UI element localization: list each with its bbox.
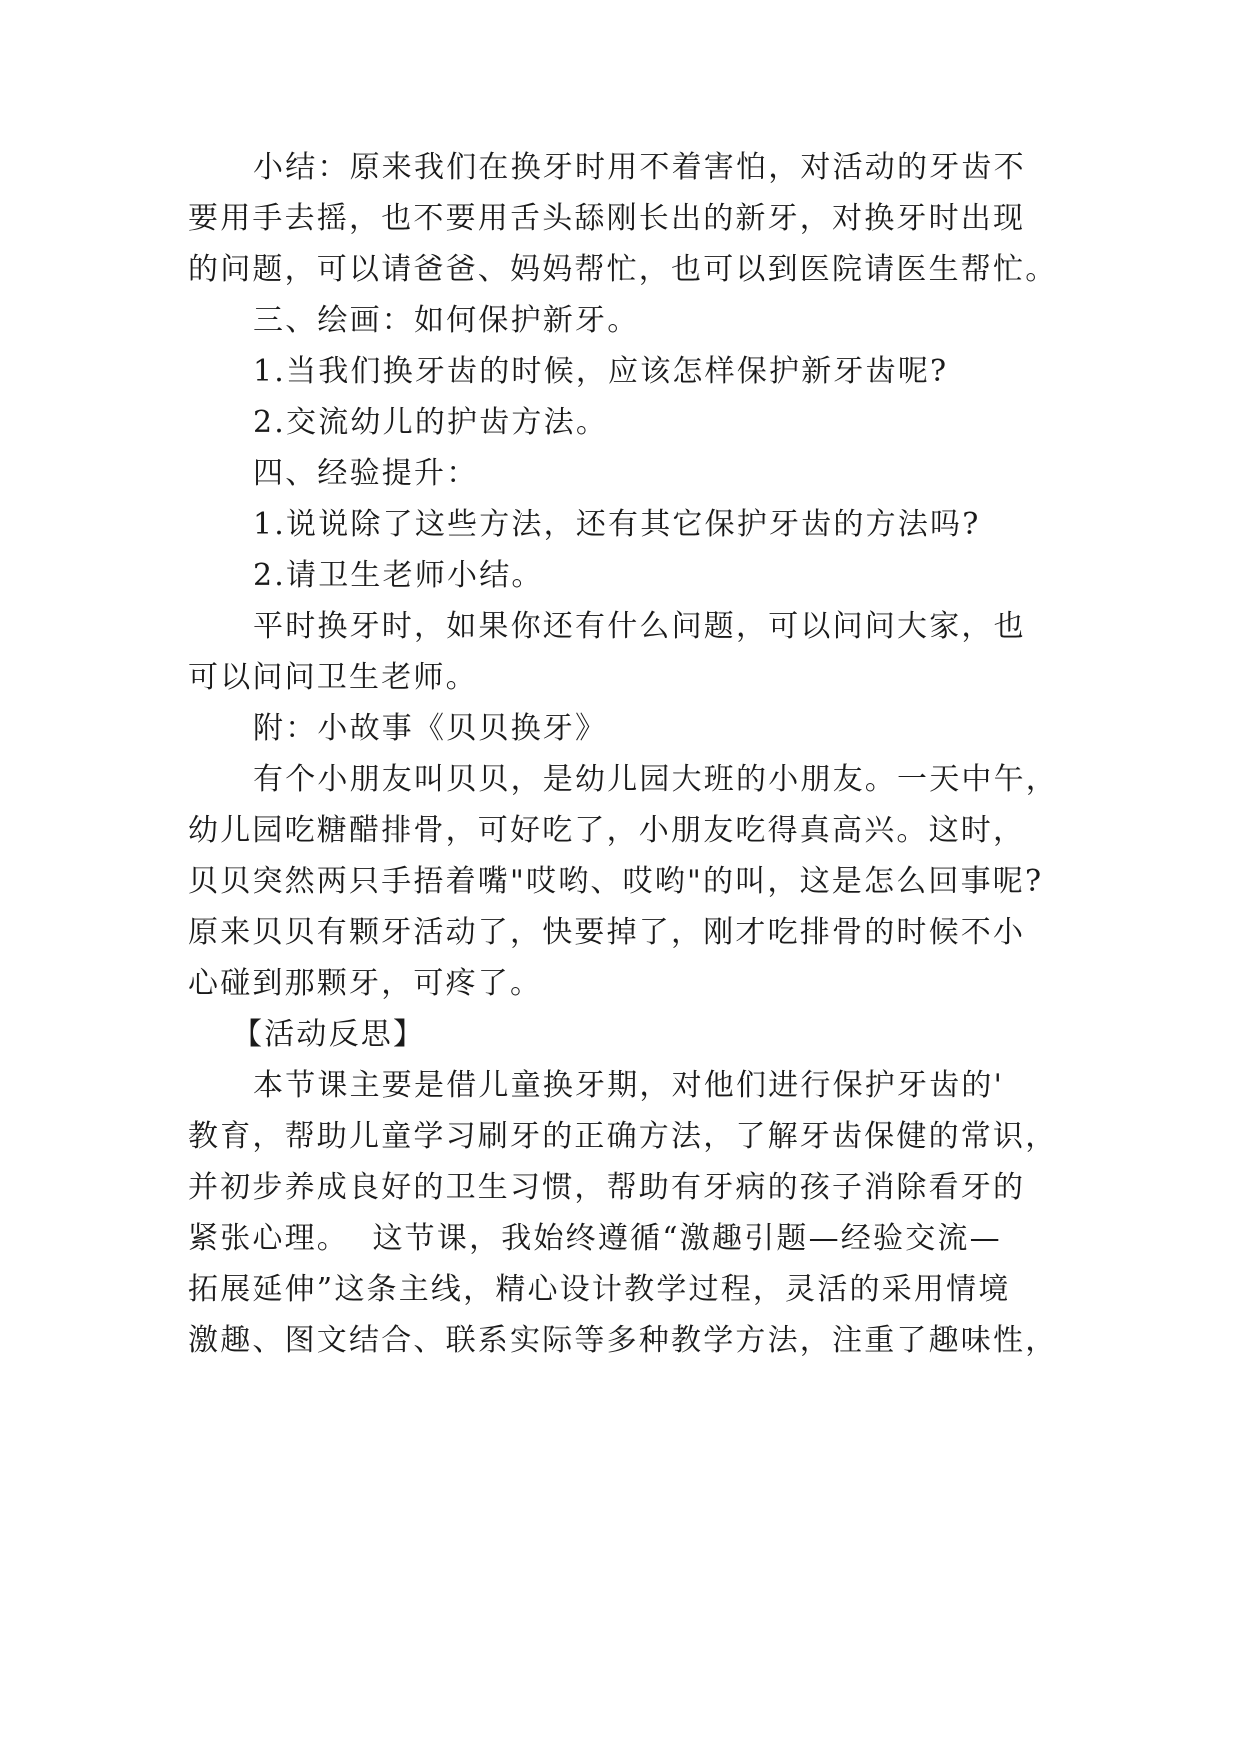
text-line: 2.请卫生老师小结。 — [253, 558, 544, 593]
text-line: 贝贝突然两只手捂着嘴"哎哟、哎哟"的叫，这是怎么回事呢? — [188, 864, 1044, 899]
text-line: 紧张心理。 这节课，我始终遵循“激趣引题—经验交流— — [188, 1221, 1002, 1256]
text-line: 拓展延伸”这条主线，精心设计教学过程，灵活的采用情境 — [188, 1272, 1011, 1307]
text-line: 2.交流幼儿的护齿方法。 — [253, 405, 609, 440]
section-heading: 四、经验提升： — [253, 456, 479, 491]
section-heading: 附：小故事《贝贝换牙》 — [253, 711, 608, 746]
text-line: 教育，帮助儿童学习刷牙的正确方法，了解牙齿保健的常识， — [188, 1119, 1058, 1154]
text-line: 要用手去摇，也不要用舌头舔刚长出的新牙，对换牙时出现 — [188, 201, 1026, 236]
text-line: 有个小朋友叫贝贝，是幼儿园大班的小朋友。一天中午， — [253, 762, 1058, 797]
text-line: 心碰到那颗牙，可疼了。 — [188, 966, 543, 1001]
text-line: 的问题，可以请爸爸、妈妈帮忙，也可以到医院请医生帮忙。 — [188, 252, 1058, 287]
text-line: 并初步养成良好的卫生习惯，帮助有牙病的孩子消除看牙的 — [188, 1170, 1026, 1205]
section-heading: 三、绘画：如何保护新牙。 — [253, 303, 640, 338]
text-line: 1.说说除了这些方法，还有其它保护牙齿的方法吗? — [253, 507, 981, 542]
text-line: 激趣、图文结合、联系实际等多种教学方法，注重了趣味性， — [188, 1323, 1058, 1358]
text-line: 1.当我们换牙齿的时候，应该怎样保护新牙齿呢? — [253, 354, 949, 389]
text-line: 平时换牙时，如果你还有什么问题，可以问问大家，也 — [253, 609, 1026, 644]
section-heading: 【活动反思】 — [232, 1017, 426, 1052]
text-line: 幼儿园吃糖醋排骨，可好吃了，小朋友吃得真高兴。这时， — [188, 813, 1026, 848]
text-line: 小结：原来我们在换牙时用不着害怕，对活动的牙齿不 — [253, 150, 1026, 185]
text-line: 原来贝贝有颗牙活动了，快要掉了，刚才吃排骨的时候不小 — [188, 915, 1026, 950]
text-line: 可以问问卫生老师。 — [188, 660, 478, 695]
text-line: 本节课主要是借儿童换牙期，对他们进行保护牙齿的' — [253, 1068, 1005, 1103]
